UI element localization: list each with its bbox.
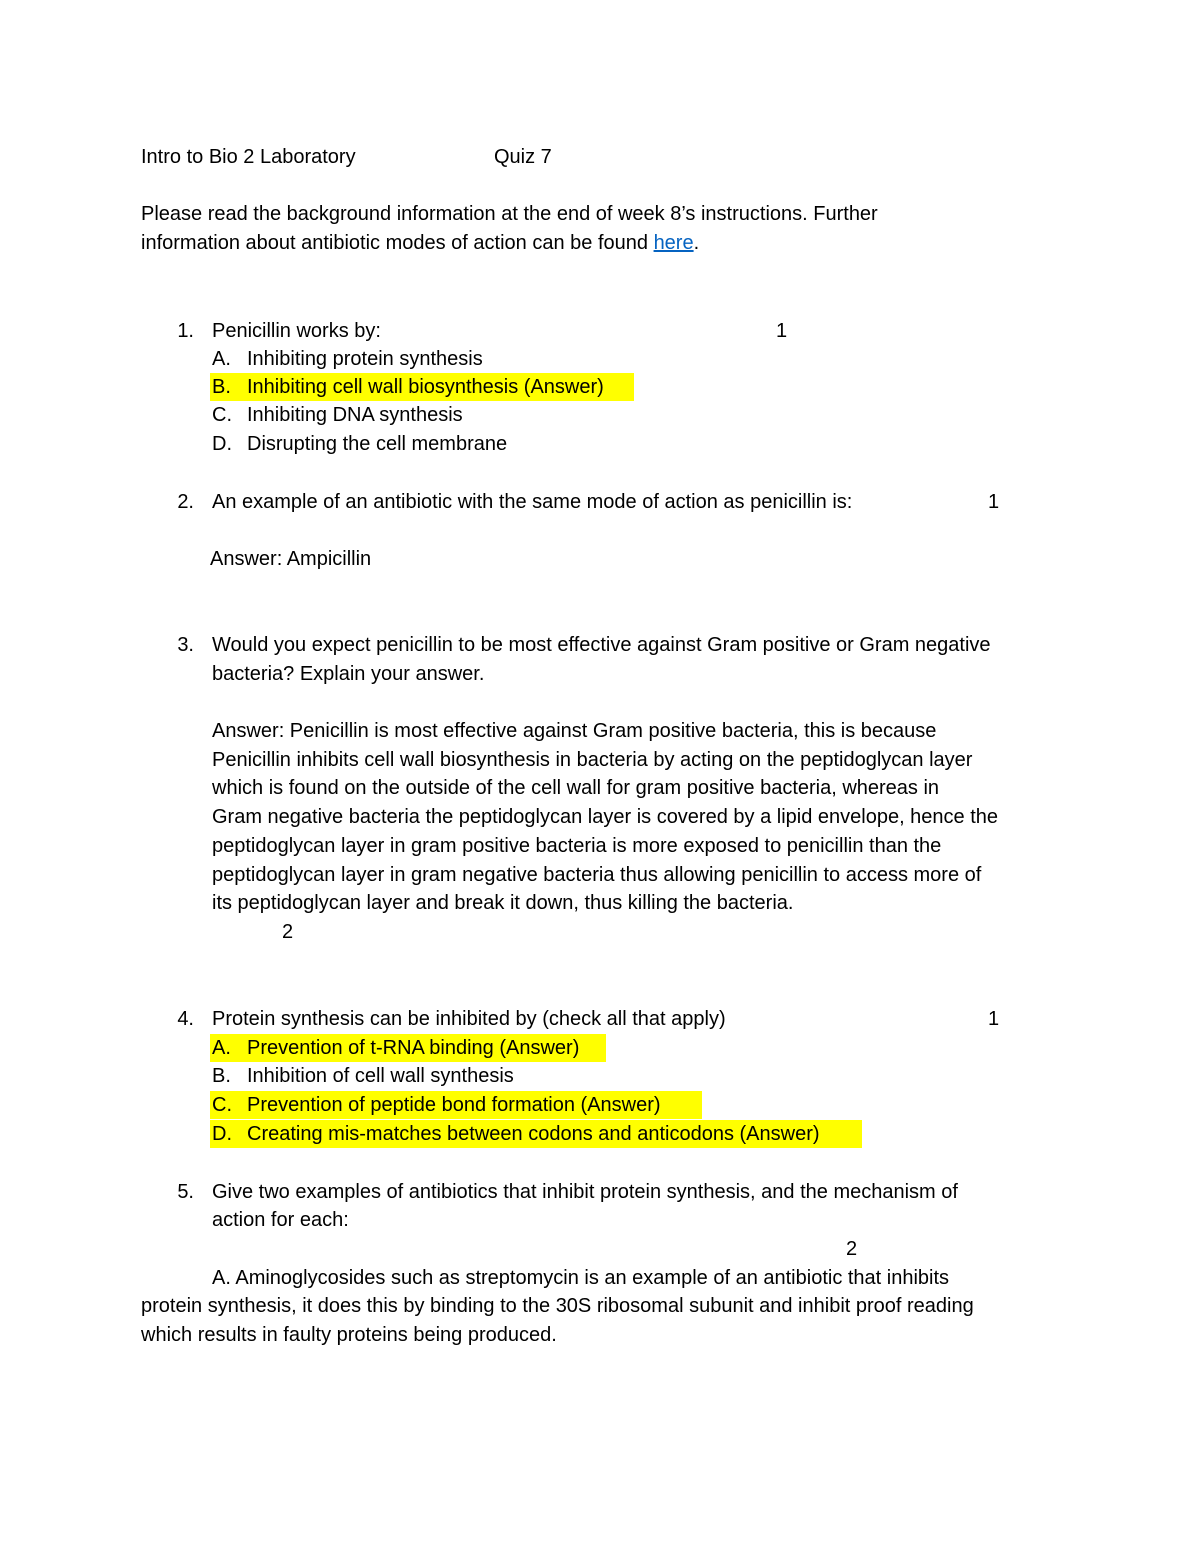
q1-points: 1 [776, 320, 788, 342]
option-text: Inhibiting protein synthesis [247, 348, 483, 370]
q3-answer-line-3: which is found on the outside of the cell wall for gram positive bacteria, whereas in [212, 777, 940, 799]
q3-line-2: bacteria? Explain your answer. [212, 663, 485, 685]
option-text: Prevention of t-RNA binding (Answer) [247, 1037, 580, 1059]
q3-answer-line-2: Penicillin inhibits cell wall biosynthesis in bacteria by acting on the peptidoglycan layer [212, 749, 973, 771]
option-letter: C. [212, 1094, 232, 1116]
intro-line-2 [141, 229, 699, 257]
intro-line-2-end: . [693, 232, 700, 254]
option-text: Inhibition of cell wall synthesis [247, 1065, 514, 1087]
option-letter: C. [212, 404, 232, 426]
q2-answer: Answer: Ampicillin [210, 548, 372, 570]
option-letter: D. [212, 433, 232, 455]
q5-line-2: action for each: [212, 1209, 349, 1231]
option-text: Creating mis-matches between codons and anticodons (Answer) [247, 1123, 820, 1145]
here-link[interactable]: here [653, 232, 694, 254]
q5-line-1: Give two examples of antibiotics that inhibit protein synthesis, and the mechanism of [212, 1181, 958, 1203]
intro-line-2-text: information about antibiotic modes of action can be found [141, 232, 654, 254]
q5-number: 5. [177, 1181, 194, 1203]
q3-answer-line-5: peptidoglycan layer in gram positive bacteria is more exposed to penicillin than the [212, 835, 942, 857]
option-letter: B. [212, 376, 231, 398]
q5-answer-line-2: protein synthesis, it does this by binding to the 30S ribosomal subunit and inhibit proof reading [141, 1295, 974, 1317]
q3-answer-line-1: Answer: Penicillin is most effective against Gram positive bacteria, this is because [212, 720, 937, 742]
q2-number: 2. [177, 491, 194, 513]
quiz-title: Quiz 7 [494, 146, 552, 168]
q3-answer-line-4: Gram negative bacteria the peptidoglycan layer is covered by a lipid envelope, hence the [212, 806, 999, 828]
option-letter: D. [212, 1123, 232, 1145]
option-text: Inhibiting DNA synthesis [247, 404, 463, 426]
q3-answer-line-6: peptidoglycan layer in gram negative bacteria thus allowing penicillin to access more of [212, 864, 982, 886]
intro-line-1: Please read the background information at the end of week 8’s instructions. Further [141, 203, 878, 225]
q1-number: 1. [177, 320, 194, 342]
q2-points: 1 [988, 491, 1000, 513]
option-text: Disrupting the cell membrane [247, 433, 508, 455]
q3-points: 2 [282, 921, 294, 943]
q4-number: 4. [177, 1008, 194, 1030]
option-letter: A. [212, 1037, 231, 1059]
option-letter: A. [212, 348, 231, 370]
q3-number: 3. [177, 634, 194, 656]
course-title: Intro to Bio 2 Laboratory [141, 146, 356, 168]
q3-answer-line-7: its peptidoglycan layer and break it down, thus killing the bacteria. [212, 892, 794, 914]
q4-text: Protein synthesis can be inhibited by (check all that apply) [212, 1008, 726, 1030]
option-text: Inhibiting cell wall biosynthesis (Answer) [247, 376, 604, 398]
q1-text: Penicillin works by: [212, 320, 381, 342]
option-text: Prevention of peptide bond formation (Answer) [247, 1094, 661, 1116]
q5-answer-line-3: which results in faulty proteins being produced. [141, 1324, 557, 1346]
q5-answer-line-1: A. Aminoglycosides such as streptomycin is an example of an antibiotic that inhibits [212, 1267, 950, 1289]
q2-text: An example of an antibiotic with the same mode of action as penicillin is: [212, 491, 853, 513]
q3-line-1: Would you expect penicillin to be most effective against Gram positive or Gram negative [212, 634, 991, 656]
option-letter: B. [212, 1065, 231, 1087]
q4-points: 1 [988, 1008, 1000, 1030]
q5-points: 2 [846, 1238, 858, 1260]
